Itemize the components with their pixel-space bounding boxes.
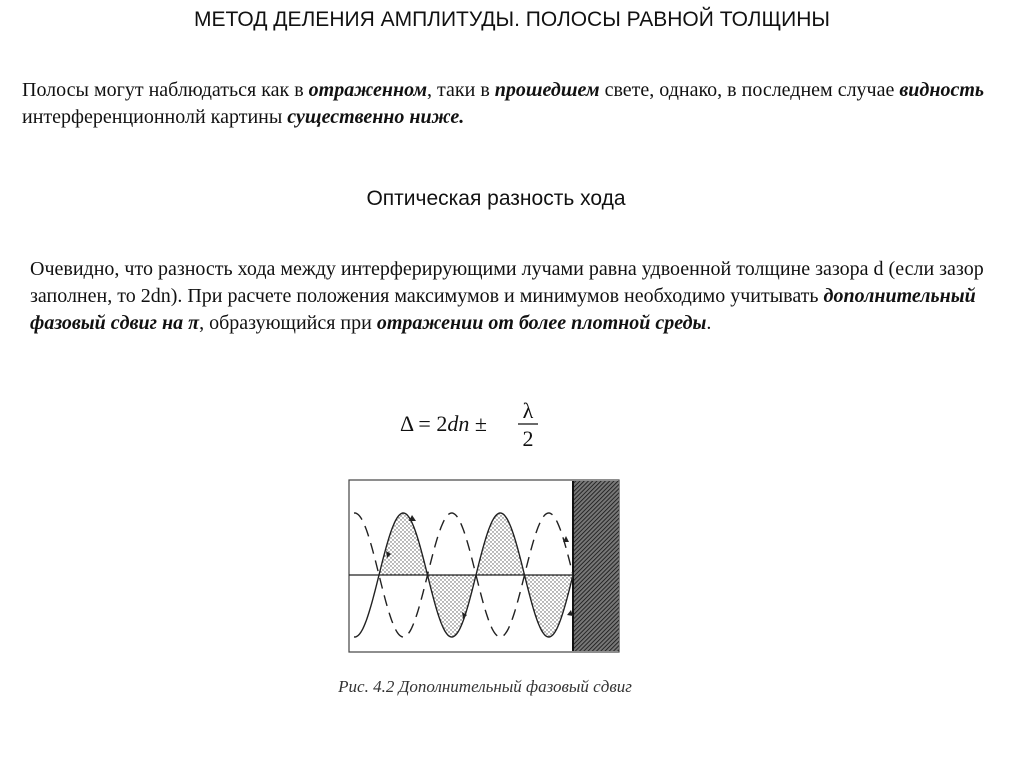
emphasis-transmitted: прошедшем — [494, 79, 600, 101]
text-fragment: интерференционнолй картины — [22, 106, 288, 128]
text-fragment: , образующийся при — [199, 312, 377, 334]
phase-shift-diagram — [348, 479, 620, 653]
formula-plus-minus: ± — [469, 411, 487, 436]
emphasis-phase-shift: дополнительный фазовый сдвиг на π — [30, 285, 976, 334]
figure-caption: Рис. 4.2 Дополнительный фазовый сдвиг — [338, 677, 632, 696]
section-subtitle: Оптическая разность хода — [366, 187, 626, 210]
text-fragment: Очевидно, что разность хода между интерферирующими лучами равна удвоенной толщине зазора d (если зазор заполнен, то 2dn). При расчете положения максимумов и минимумов необходимо учитывать — [30, 258, 984, 307]
formula-n: n — [458, 411, 470, 436]
emphasis-denser-medium: отражении от более плотной среды — [376, 312, 707, 334]
formula-numerator: λ — [522, 398, 534, 423]
emphasis-visibility: видность — [899, 79, 985, 101]
formula-lhs: Δ = 2 — [400, 411, 448, 436]
emphasis-much-lower: существенно ниже. — [287, 106, 465, 128]
text-fragment: . — [706, 312, 712, 334]
mirror-surface — [573, 481, 619, 651]
formula-d: d — [447, 411, 459, 436]
paragraph-observation — [22, 77, 1012, 131]
text-fragment: , таки в — [427, 79, 495, 101]
paragraph-path-difference — [30, 256, 1010, 337]
formula-denominator: 2 — [522, 426, 534, 451]
text-fragment: свете, однако, в последнем случае — [599, 79, 900, 101]
page-title: МЕТОД ДЕЛЕНИЯ АМПЛИТУДЫ. ПОЛОСЫ РАВНОЙ ТОЛЩИНЫ — [193, 8, 830, 31]
path-difference-formula — [400, 398, 550, 458]
text-fragment: Полосы могут наблюдаться как в — [22, 79, 309, 101]
svg-text:Δ = 2dn ± — [400, 411, 487, 436]
emphasis-reflected: отраженном — [308, 79, 428, 101]
